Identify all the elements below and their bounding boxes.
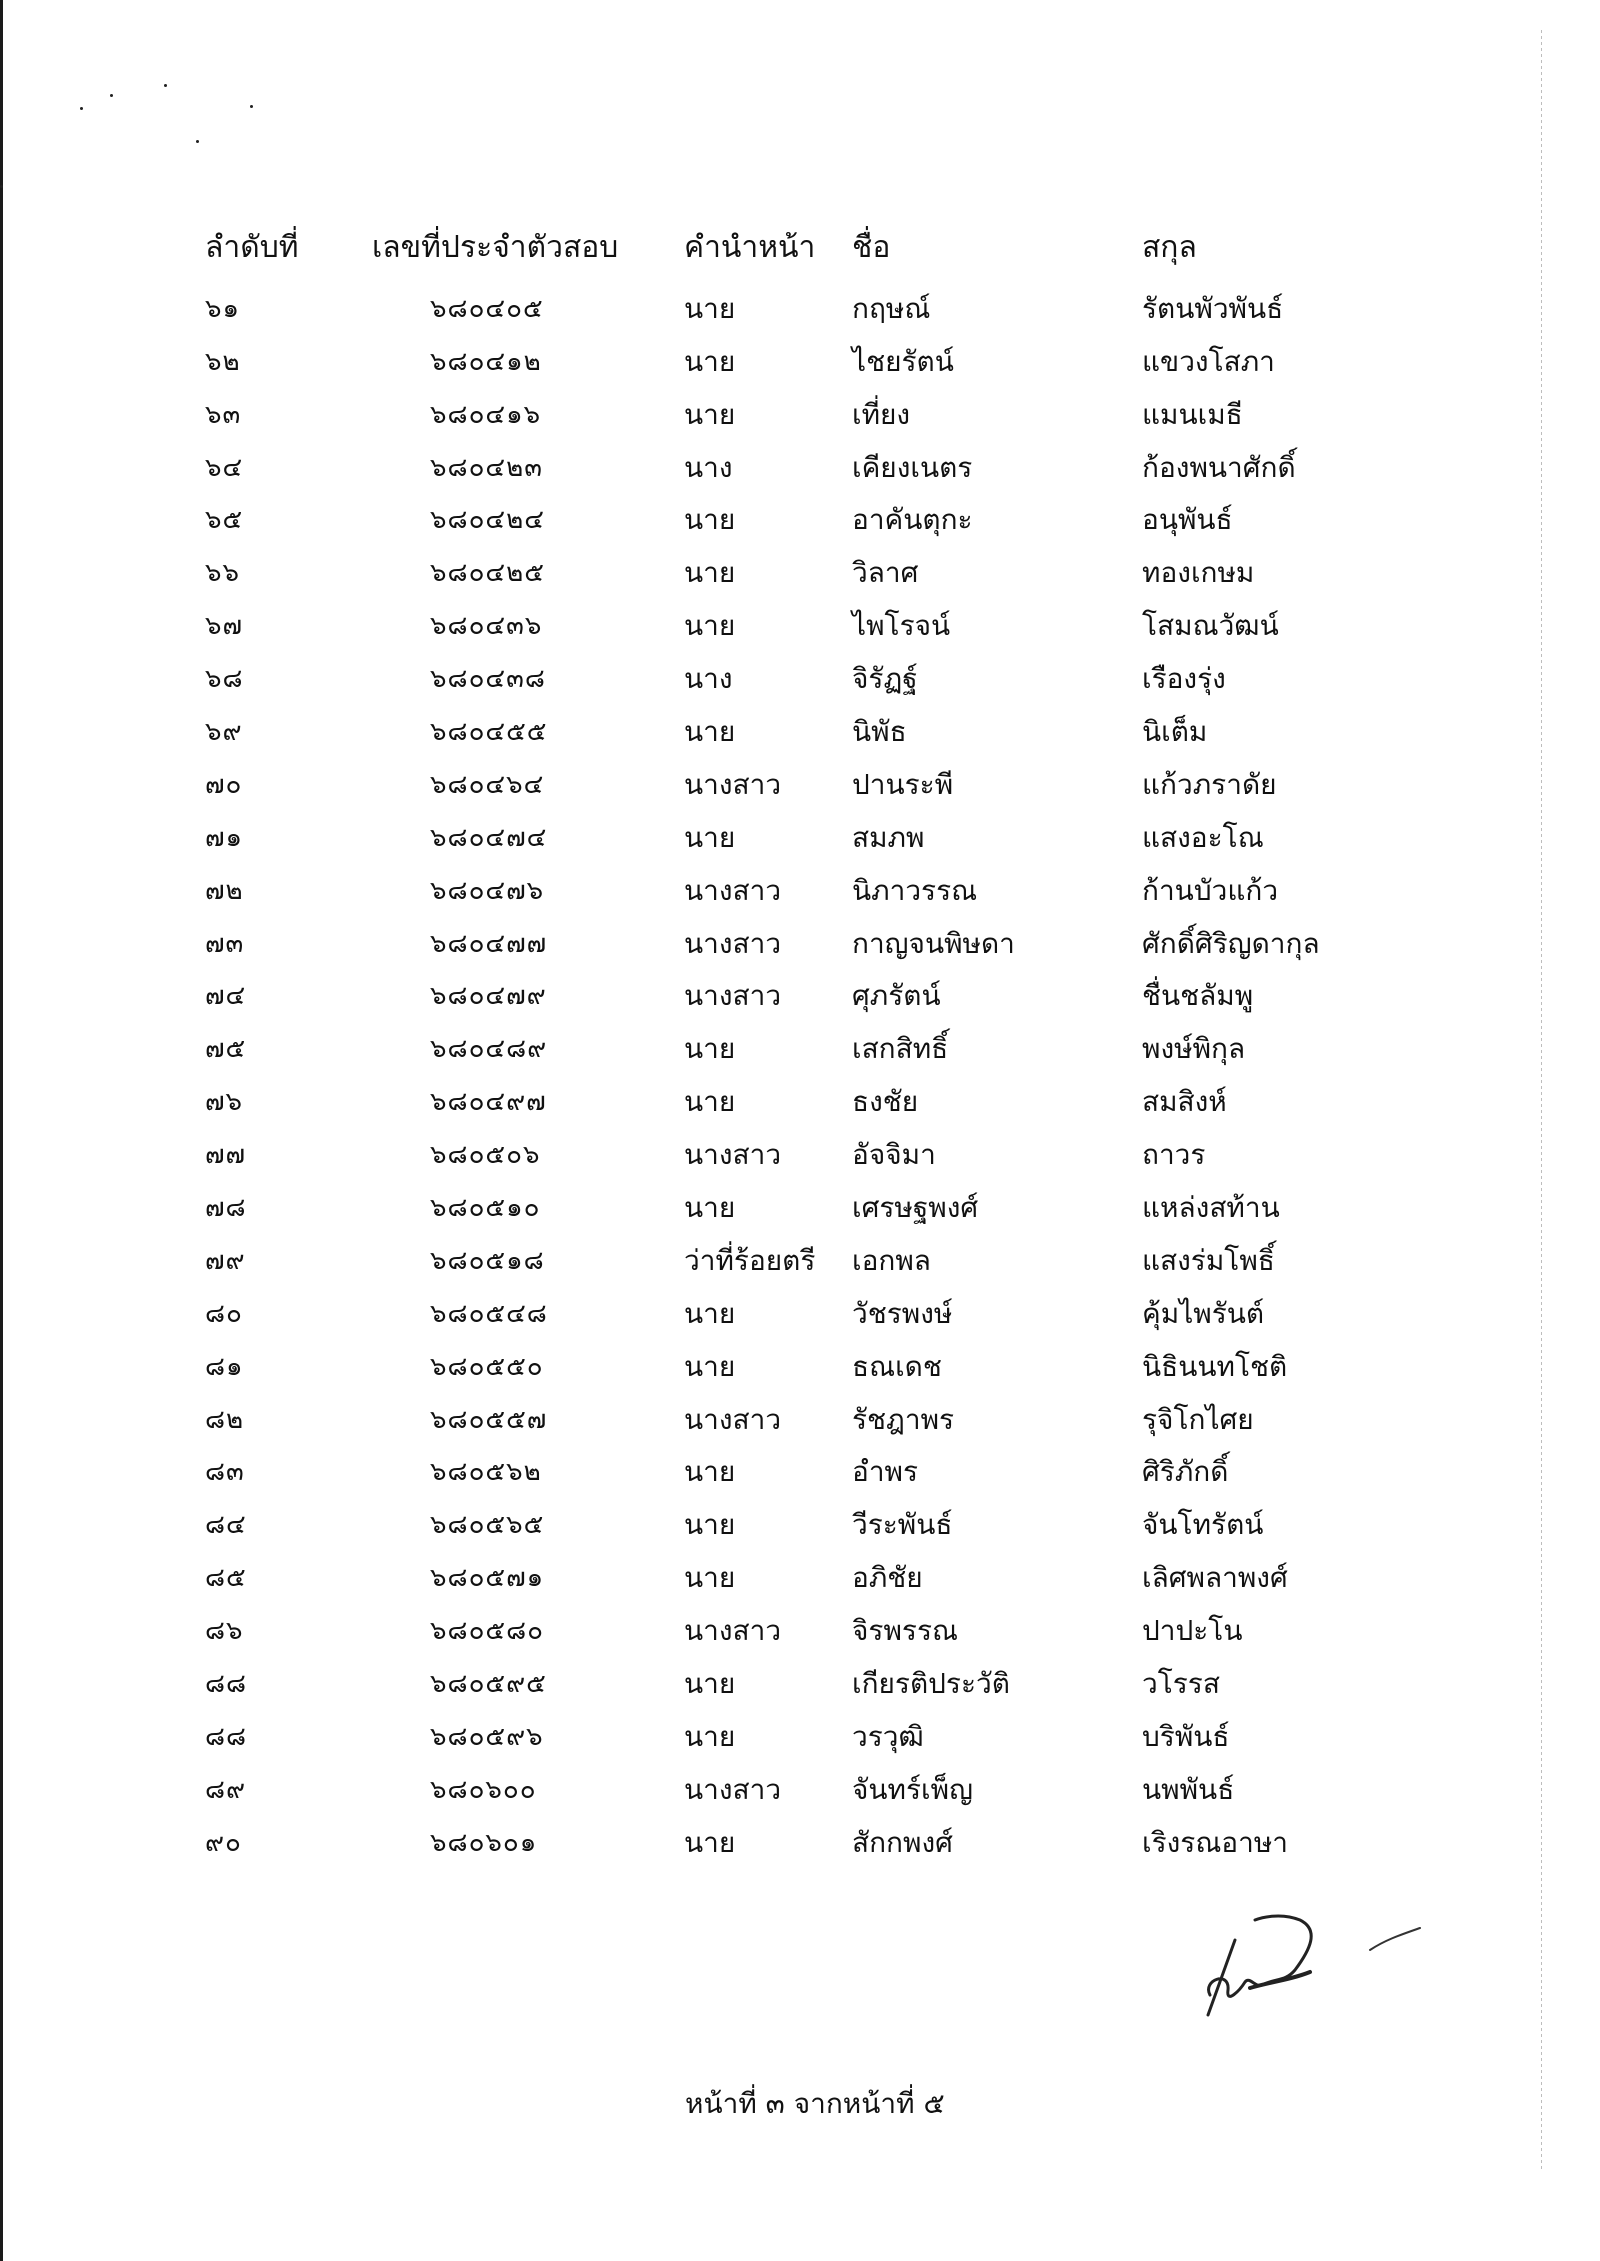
header-first-name: ชื่อ: [852, 230, 891, 265]
row-prefix: นาย: [684, 1719, 736, 1753]
row-index: ๗๘: [205, 1193, 247, 1224]
table-row: [0, 334, 1600, 387]
row-index: ๖๙: [205, 717, 243, 748]
row-prefix: ว่าที่ร้อยตรี: [684, 1243, 816, 1277]
row-index: ๖๒: [205, 346, 241, 377]
speck: [164, 84, 167, 87]
row-first-name: วีระพันธ์: [852, 1508, 953, 1542]
row-first-name: รัชฎาพร: [852, 1402, 955, 1436]
row-exam-id: ๖๘๐๖๐๐: [430, 1774, 537, 1805]
row-first-name: นิพัธ: [852, 715, 907, 749]
row-first-name: วรวุฒิ: [852, 1719, 924, 1753]
row-surname: ทองเกษม: [1142, 556, 1255, 590]
table-row: [0, 492, 1600, 545]
header-exam-id: เลขที่ประจำตัวสอบ: [372, 230, 619, 265]
speck: [196, 140, 199, 143]
row-exam-id: ๖๘๐๔๘๙: [430, 1034, 548, 1065]
row-surname: แสงร่มโพธิ์: [1142, 1243, 1275, 1277]
row-prefix: นางสาว: [684, 1138, 782, 1172]
row-surname: นพพันธ์: [1142, 1772, 1235, 1806]
row-exam-id: ๖๘๐๔๗๗: [430, 928, 548, 959]
row-surname: นิธินนทโชติ: [1142, 1349, 1288, 1383]
table-row: [0, 863, 1600, 916]
row-index: ๖๖: [205, 558, 241, 589]
row-surname: ถาวร: [1142, 1138, 1206, 1172]
row-first-name: ไชยรัตน์: [852, 344, 954, 378]
row-index: ๘๙: [205, 1774, 247, 1805]
row-exam-id: ๖๘๐๔๒๓: [430, 452, 544, 483]
row-first-name: ไพโรจน์: [852, 609, 951, 643]
row-surname: ก้องพนาศักดิ์: [1142, 450, 1296, 484]
row-surname: แก้วภราดัย: [1142, 767, 1277, 801]
row-first-name: เอกพล: [852, 1243, 931, 1277]
row-prefix: นางสาว: [684, 767, 782, 801]
row-prefix: นาย: [684, 1032, 736, 1066]
row-prefix: นาง: [684, 662, 733, 696]
row-exam-id: ๖๘๐๔๓๘: [430, 664, 546, 695]
row-prefix: นาย: [684, 503, 736, 537]
row-index: ๖๘: [205, 664, 244, 695]
row-exam-id: ๖๘๐๔๐๕: [430, 293, 544, 324]
header-index: ลำดับที่: [205, 230, 299, 265]
table-row: [0, 1550, 1600, 1603]
header-surname: สกุล: [1142, 230, 1197, 265]
row-surname: แขวงโสภา: [1142, 344, 1275, 378]
row-first-name: ศุภรัตน์: [852, 979, 941, 1013]
table-row: [0, 1021, 1600, 1074]
row-first-name: อภิชัย: [852, 1561, 923, 1595]
row-first-name: กาญจนพิษดา: [852, 926, 1015, 960]
table-row: [0, 1286, 1600, 1339]
row-prefix: นาย: [684, 291, 736, 325]
row-first-name: วิลาศ: [852, 556, 919, 590]
table-row: [0, 1392, 1600, 1445]
row-prefix: นางสาว: [684, 1614, 782, 1648]
candidate-table: [0, 228, 1600, 1868]
page-number: หน้าที่ ๓ จากหน้าที่ ๕: [685, 2087, 945, 2120]
row-prefix: นาย: [684, 1825, 736, 1859]
table-row: [0, 968, 1600, 1021]
table-row: [0, 598, 1600, 651]
row-index: ๙๐: [205, 1827, 242, 1858]
row-exam-id: ๖๘๐๕๙๖: [430, 1721, 544, 1752]
table-row: [0, 1180, 1600, 1233]
speck: [110, 94, 113, 97]
table-row: [0, 1074, 1600, 1127]
row-prefix: นาย: [684, 1561, 736, 1595]
table-body: [0, 281, 1600, 1868]
row-surname: นิเต็ม: [1142, 715, 1208, 749]
row-exam-id: ๖๘๐๔๒๕: [430, 558, 545, 589]
row-exam-id: ๖๘๐๔๖๔: [430, 769, 545, 800]
row-exam-id: ๖๘๐๕๑๐: [430, 1193, 541, 1224]
row-index: ๘๕: [205, 1563, 247, 1594]
row-prefix: นางสาว: [684, 873, 782, 907]
row-exam-id: ๖๘๐๕๗๑: [430, 1563, 545, 1594]
row-first-name: นิภาวรรณ: [852, 873, 978, 907]
table-row: [0, 1444, 1600, 1497]
row-index: ๖๓: [205, 399, 242, 430]
row-prefix: นาย: [684, 820, 736, 854]
row-surname: เริงรณอาษา: [1142, 1825, 1289, 1859]
row-surname: เลิศพลาพงศ์: [1142, 1561, 1288, 1595]
row-first-name: กฤษณ์: [852, 291, 931, 325]
row-index: ๘๑: [205, 1351, 244, 1382]
row-index: ๖๔: [205, 452, 244, 483]
speck: [0, 185, 3, 188]
table-row: [0, 1339, 1600, 1392]
row-index: ๖๑: [205, 293, 241, 324]
row-surname: แหล่งสท้าน: [1142, 1191, 1280, 1225]
row-surname: ปาปะโน: [1142, 1614, 1243, 1648]
row-surname: ศิริภักดิ์: [1142, 1455, 1229, 1489]
row-first-name: วัชรพงษ์: [852, 1296, 953, 1330]
row-exam-id: ๖๘๐๔๗๔: [430, 822, 548, 853]
row-exam-id: ๖๘๐๕๘๐: [430, 1616, 545, 1647]
row-exam-id: ๖๘๐๔๙๗: [430, 1087, 547, 1118]
row-surname: คุ้มไพรันต์: [1142, 1296, 1265, 1330]
row-first-name: ธณเดช: [852, 1349, 942, 1383]
row-first-name: สักกพงศ์: [852, 1825, 953, 1859]
row-index: ๗๗: [205, 1140, 247, 1171]
table-row: [0, 810, 1600, 863]
row-first-name: จิรพรรณ: [852, 1614, 958, 1648]
row-surname: อนุพันธ์: [1142, 503, 1233, 537]
row-exam-id: ๖๘๐๖๐๑: [430, 1827, 538, 1858]
row-first-name: เกียรติประวัติ: [852, 1667, 1010, 1701]
row-prefix: นาย: [684, 1455, 736, 1489]
row-index: ๗๓: [205, 928, 245, 959]
row-exam-id: ๖๘๐๔๗๙: [430, 981, 547, 1012]
table-row: [0, 387, 1600, 440]
table-header: [0, 228, 1600, 281]
row-index: ๗๐: [205, 769, 243, 800]
scan-specks: [40, 80, 280, 200]
row-prefix: นาย: [684, 556, 736, 590]
table-row: [0, 1603, 1600, 1656]
row-surname: พงษ์พิกุล: [1142, 1032, 1246, 1066]
row-surname: แสงอะโณ: [1142, 820, 1264, 854]
row-first-name: จิรัฏฐ์: [852, 662, 918, 696]
row-prefix: นาย: [684, 1349, 736, 1383]
row-prefix: นาย: [684, 715, 736, 749]
row-first-name: อำพร: [852, 1455, 919, 1489]
table-row: [0, 704, 1600, 757]
table-row: [0, 1233, 1600, 1286]
row-first-name: เสกสิทธิ์: [852, 1032, 949, 1066]
table-row: [0, 1815, 1600, 1868]
table-row: [0, 440, 1600, 493]
row-surname: สมสิงห์: [1142, 1085, 1227, 1119]
table-row: [0, 1656, 1600, 1709]
row-exam-id: ๖๘๐๔๕๕: [430, 717, 548, 748]
row-prefix: นางสาว: [684, 1402, 782, 1436]
row-exam-id: ๖๘๐๔๗๖: [430, 875, 545, 906]
row-index: ๘๐: [205, 1298, 243, 1329]
row-exam-id: ๖๘๐๔๒๔: [430, 505, 545, 536]
table-row: [0, 1709, 1600, 1762]
row-first-name: สมภพ: [852, 820, 925, 854]
row-prefix: นางสาว: [684, 926, 782, 960]
row-index: ๘๘: [205, 1669, 248, 1700]
row-exam-id: ๖๘๐๕๖๕: [430, 1510, 545, 1541]
row-surname: บริพันธ์: [1142, 1719, 1230, 1753]
row-index: ๘๖: [205, 1616, 244, 1647]
row-index: ๘๔: [205, 1510, 247, 1541]
row-index: ๗๑: [205, 822, 244, 853]
speck: [80, 107, 83, 110]
row-index: ๗๒: [205, 875, 244, 906]
header-prefix: คำนำหน้า: [684, 230, 816, 265]
row-surname: ศักดิ์ศิริญดากุล: [1142, 926, 1320, 960]
row-first-name: อัจจิมา: [852, 1138, 936, 1172]
row-surname: เรืองรุ่ง: [1142, 662, 1226, 696]
row-exam-id: ๖๘๐๕๔๘: [430, 1298, 548, 1329]
row-prefix: นางสาว: [684, 979, 782, 1013]
row-index: ๘๒: [205, 1404, 245, 1435]
row-prefix: นาย: [684, 1667, 736, 1701]
row-first-name: เที่ยง: [852, 397, 911, 431]
row-prefix: นาย: [684, 1191, 736, 1225]
row-index: ๗๕: [205, 1034, 247, 1065]
table-row: [0, 1497, 1600, 1550]
row-first-name: เศรษฐพงศ์: [852, 1191, 979, 1225]
row-prefix: นาย: [684, 609, 736, 643]
table-row: [0, 1127, 1600, 1180]
row-index: ๗๔: [205, 981, 247, 1012]
row-exam-id: ๖๘๐๕๙๕: [430, 1669, 547, 1700]
row-index: ๖๕: [205, 505, 244, 536]
row-index: ๘๘: [205, 1721, 248, 1752]
row-surname: แมนเมธี: [1142, 397, 1243, 431]
row-prefix: นาย: [684, 1296, 736, 1330]
row-prefix: นาย: [684, 1508, 736, 1542]
row-index: ๘๓: [205, 1457, 245, 1488]
table-row: [0, 757, 1600, 810]
table-row: [0, 651, 1600, 704]
row-surname: วโรรส: [1142, 1667, 1220, 1701]
row-index: ๗๖: [205, 1087, 244, 1118]
row-exam-id: ๖๘๐๕๑๘: [430, 1245, 545, 1276]
table-row: [0, 545, 1600, 598]
row-index: ๗๙: [205, 1245, 246, 1276]
table-row: [0, 281, 1600, 334]
row-prefix: นาย: [684, 344, 736, 378]
table-row: [0, 1762, 1600, 1815]
row-surname: ชื่นชลัมพู: [1142, 979, 1254, 1013]
signature: [1200, 1910, 1460, 2020]
row-index: ๖๗: [205, 611, 244, 642]
row-first-name: อาคันตุกะ: [852, 503, 973, 537]
row-prefix: นาง: [684, 450, 733, 484]
row-prefix: นาย: [684, 1085, 736, 1119]
speck: [250, 105, 253, 108]
row-prefix: นางสาว: [684, 1772, 782, 1806]
row-exam-id: ๖๘๐๕๕๐: [430, 1351, 544, 1382]
row-surname: รุจิโกไศย: [1142, 1402, 1254, 1436]
row-exam-id: ๖๘๐๕๕๗: [430, 1404, 548, 1435]
row-first-name: ปานระพี: [852, 767, 954, 801]
row-exam-id: ๖๘๐๔๓๖: [430, 611, 543, 642]
row-surname: รัตนพัวพันธ์: [1142, 291, 1284, 325]
row-exam-id: ๖๘๐๔๑๒: [430, 346, 542, 377]
row-first-name: จันทร์เพ็ญ: [852, 1772, 973, 1806]
row-surname: จันโทรัตน์: [1142, 1508, 1264, 1542]
row-exam-id: ๖๘๐๕๖๒: [430, 1457, 542, 1488]
table-row: [0, 916, 1600, 969]
row-surname: โสมณวัฒน์: [1142, 609, 1279, 643]
row-prefix: นาย: [684, 397, 736, 431]
row-first-name: เคียงเนตร: [852, 450, 973, 484]
row-surname: ก้านบัวแก้ว: [1142, 873, 1279, 907]
row-first-name: ธงชัย: [852, 1085, 919, 1119]
row-exam-id: ๖๘๐๔๑๖: [430, 399, 542, 430]
row-exam-id: ๖๘๐๕๐๖: [430, 1140, 541, 1171]
